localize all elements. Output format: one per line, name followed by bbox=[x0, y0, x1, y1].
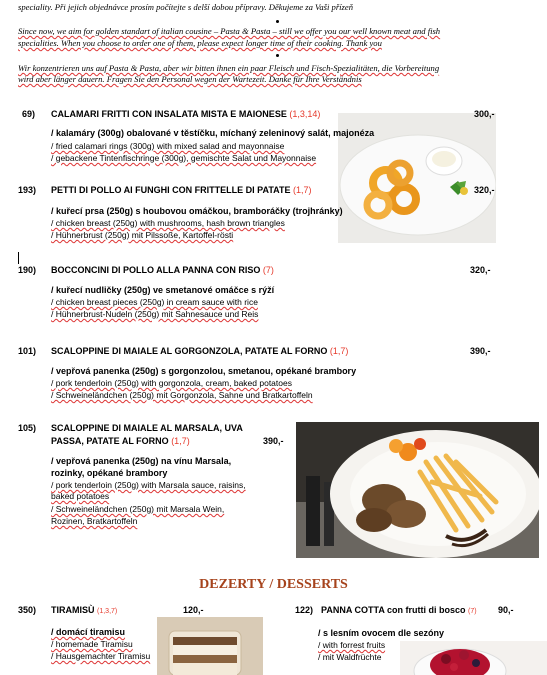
allergen-codes: (7) bbox=[468, 608, 477, 615]
item-desc-de: / mit Waldfrüchte bbox=[318, 652, 382, 662]
item-number: 193) bbox=[18, 185, 37, 195]
item-desc-en: / pork tenderloin (250g) with gorgonzola, cream, baked potatoes bbox=[51, 378, 292, 388]
item-price: 390,- bbox=[470, 346, 491, 356]
text-cursor bbox=[18, 252, 19, 264]
item-title-text: PASSA, PATATE AL FORNO bbox=[51, 436, 169, 446]
allergen-codes: (1,7) bbox=[293, 185, 312, 195]
item-title bbox=[51, 185, 312, 195]
item-desc-cz: / kuřecí nudličky (250g) ve smetanové omáčce s rýží bbox=[51, 285, 275, 295]
item-price: 320,- bbox=[470, 265, 491, 275]
item-title-text: SCALOPPINE DI MAIALE AL GORGONZOLA, PATATE AL FORNO bbox=[51, 346, 328, 356]
item-desc-de: / gebackene Tintenfischringe (300g), gemischte Salat und Mayonnaise bbox=[51, 153, 317, 163]
item-title bbox=[51, 109, 320, 119]
item-title-text: PANNA COTTA con frutti di bosco bbox=[321, 605, 466, 615]
item-desc-de: / Hühnerbrust (250g) mit Pilssoße, Kartoffel-rösti bbox=[51, 230, 234, 240]
item-number: 122) bbox=[295, 605, 314, 615]
item-desc-de: / Schweineländchen (250g) mit Gorgonzola, Sahne und Bratkartoffeln bbox=[51, 390, 313, 400]
item-desc-en: / with forrest fruits bbox=[318, 640, 386, 650]
item-title bbox=[51, 346, 348, 356]
item-title bbox=[321, 605, 477, 615]
intro-de-line-2: wird aber länger dauern. Fragen Sie den Personal wegen der Wartezeit. Danke für Ihre Verständnis bbox=[18, 74, 362, 84]
allergen-codes: (1,3,14) bbox=[289, 109, 321, 119]
item-title-line-1: SCALOPPINE DI MAIALE AL MARSALA, UVA bbox=[51, 423, 243, 433]
intro-en-line-2: specialities. When you choose to order one of them, please expect longer time of their cooking. Thank you bbox=[18, 38, 382, 48]
item-desc-en: / homemade Tiramisu bbox=[51, 639, 133, 649]
item-desc-cz-line-1: / vepřová panenka (250g) na vínu Marsala, bbox=[51, 456, 232, 466]
item-desc-cz: / domácí tiramisu bbox=[51, 627, 126, 637]
item-desc-en: / fried calamari rings (300g) with mixed salad and mayonnaise bbox=[51, 141, 285, 151]
item-price: 300,- bbox=[474, 109, 495, 119]
desserts-heading: DEZERTY / DESSERTS bbox=[199, 577, 348, 592]
item-desc-cz-line-2: rozinky, opékané brambory bbox=[51, 468, 168, 478]
item-title-line-2 bbox=[51, 436, 190, 446]
item-desc-cz: / vepřová panenka (250g) s gorgonzolou, smetanou, opékané brambory bbox=[51, 366, 357, 376]
allergen-codes: (1,3,7) bbox=[97, 608, 118, 615]
item-desc-cz: / kuřecí prsa (250g) s houbovou omáčkou, bramboráčky (trojhránky) bbox=[51, 206, 343, 216]
item-number: 69) bbox=[22, 109, 36, 119]
intro-en-line-1: Since now, we aim for golden standart of italian cousine – Pasta & Pasta – still we offer you our well known meat and fish bbox=[18, 26, 441, 36]
item-desc-de: / Hausgemachter Tiramisu bbox=[51, 651, 151, 661]
item-price: 90,- bbox=[498, 605, 514, 615]
item-desc-de-line-2: Rozinen, Bratkartoffeln bbox=[51, 516, 138, 526]
item-title-text: BOCCONCINI DI POLLO ALLA PANNA CON RISO bbox=[51, 265, 261, 275]
item-title-text: CALAMARI FRITTI CON INSALATA MISTA E MAIONESE bbox=[51, 109, 287, 119]
allergen-codes: (7) bbox=[262, 265, 274, 275]
panna-cotta-photo bbox=[400, 641, 547, 675]
item-desc-de: / Hühnerbrust-Nudeln (250g) mit Sahnesauce und Reis bbox=[51, 309, 259, 319]
item-title-text: TIRAMISÙ bbox=[51, 605, 95, 615]
item-desc-en: / chicken breast pieces (250g) in cream sauce with rice bbox=[51, 297, 258, 307]
item-desc-en-line-1: / pork tenderloin (250g) with Marsala sauce, raisins, bbox=[51, 480, 246, 490]
item-price: 390,- bbox=[263, 436, 284, 446]
item-price: 120,- bbox=[183, 605, 204, 615]
item-price: 320,- bbox=[474, 185, 495, 195]
allergen-codes: (1,7) bbox=[329, 346, 349, 356]
item-desc-cz: / s lesním ovocem dle sezóny bbox=[318, 628, 445, 638]
item-desc-cz: / kalamáry (300g) obalované v těstíčku, míchaný zeleninový salát, majonéza bbox=[51, 128, 375, 138]
item-title bbox=[51, 605, 117, 615]
intro-de-line-1: Wir konzentrieren uns auf Pasta & Pasta, aber wir bitten ihnen ein paar Fleisch und Fisch-Spezialitäten, die Vorbereitung bbox=[18, 63, 440, 73]
item-title bbox=[51, 265, 274, 275]
allergen-codes: (1,7) bbox=[171, 436, 190, 446]
intro-cz-text: speciality. Při jejich objednávce prosím počítejte s delší dobou přípravy. Děkujeme za Vaši přízeň bbox=[18, 2, 354, 12]
item-desc-de-line-1: / Schweineländchen (250g) mit Marsala Wein, bbox=[51, 504, 225, 514]
item-desc-en-line-2: baked potatoes bbox=[51, 491, 110, 501]
item-title-text: PETTI DI POLLO AI FUNGHI CON FRITTELLE DI PATATE bbox=[51, 185, 291, 195]
pork-tenderloin-photo bbox=[296, 422, 539, 558]
tiramisu-photo bbox=[157, 617, 263, 675]
item-number: 190) bbox=[18, 265, 37, 275]
bullet-separator bbox=[276, 20, 279, 23]
bullet-separator bbox=[276, 54, 279, 57]
item-number: 101) bbox=[18, 346, 37, 356]
item-number: 105) bbox=[18, 423, 37, 433]
item-desc-en: / chicken breast (250g) with mushrooms, hash brown triangles bbox=[51, 218, 285, 228]
item-number: 350) bbox=[18, 605, 37, 615]
